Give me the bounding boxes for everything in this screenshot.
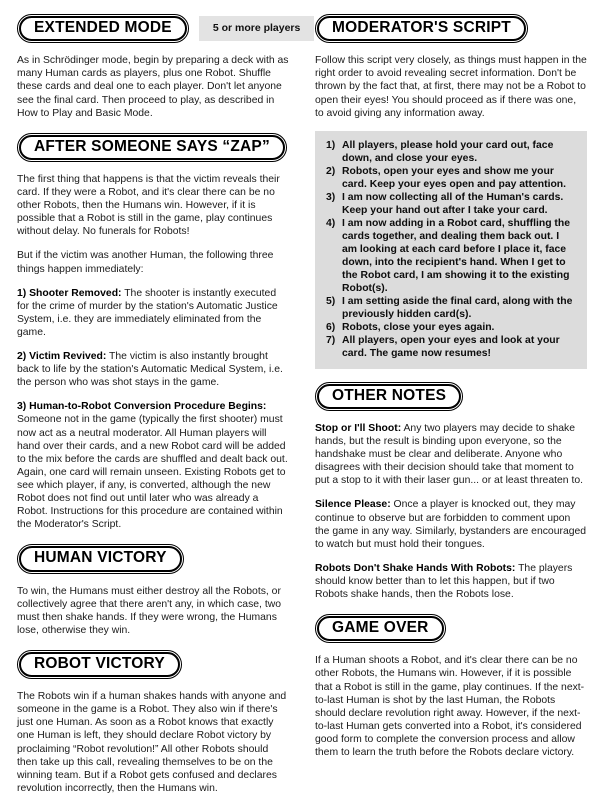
section-title-pill	[17, 133, 287, 162]
section-title-pill-inner	[317, 16, 526, 41]
script-step	[326, 217, 576, 295]
script-step-list	[326, 139, 576, 360]
left-column	[17, 14, 301, 794]
script-step-text: All players, please hold your card out, face down, and close your eyes.	[342, 139, 554, 164]
two-column-layout	[17, 14, 595, 794]
script-step	[326, 321, 576, 334]
body-paragraph: To win, the Humans must either destroy all the Robots, or collectively agree that there aren't any, in which case, two must then shake hands. If they were wrong, the Humans lose, otherwise they win.	[17, 585, 282, 636]
section-title-pill	[17, 544, 184, 573]
section-title-pill-inner	[19, 546, 182, 571]
body-paragraph: Robots Don't Shake Hands With Robots: The players should know better than to let this happen, but if two Robots shake hands, then the Robots lose.	[315, 562, 573, 601]
script-step-text: I am now adding in a Robot card, shuffling the cards together, and dealing them back out. I am looking at each card before I place it, face down, into the recipient's hand. When I get to the Robot card, I am showing it to the existing Robot(s).	[342, 217, 571, 294]
section-title-pill	[17, 650, 182, 679]
section-title-pill-inner	[19, 16, 187, 41]
paragraph-lead-in: Silence Please:	[315, 499, 391, 511]
section-header-extended-mode	[17, 14, 301, 43]
script-step-text: I am now collecting all of the Human's cards. Keep your hand out after I take your card.	[342, 191, 564, 216]
body-paragraph: If a Human shoots a Robot, and it's clear there can be no other Robots, the Humans win. However, if it is possible that a Robot is still in the game, play continues. If the next-to-last Human is shot by the last Human, the Robots should declare revolution right away. However, if the next-to-last Human gets converted into a Robot, it's considered good form to complete the conversion process and allow them to learn the truth before the Robots declare victory.	[315, 655, 585, 759]
section-header-moderators-script	[315, 14, 587, 43]
script-step	[326, 191, 576, 217]
section-title-text: GAME OVER	[332, 619, 429, 637]
paragraph-lead-in: 2) Victim Revived:	[17, 351, 107, 363]
section-moderators-script	[315, 14, 587, 369]
body-paragraph: The Robots win if a human shakes hands with anyone and someone in the game is a Robot. They also win if there's just one Human. As soon as a Robot knows that exactly one Human is left, they should declare Robot victory by proclaiming “Robot revolution!” All other Robots should then take up this call, revealing themselves to be on the winning team. But if a Robot gets confused and declares revolution incorrectly, then the Humans win.	[17, 691, 287, 794]
section-title-text: HUMAN VICTORY	[34, 549, 167, 567]
paragraph-lead-in: Stop or I'll Shoot:	[315, 423, 402, 434]
body-paragraph: Follow this script very closely, as things must happen in the right order to avoid revealing secret information. Don't be thrown by the fact that, at first, there may not be a Robot to open their eyes! You should proceed as if there was one, to avoid giving any information away.	[315, 55, 587, 119]
body-paragraph: 1) Shooter Removed: The shooter is instantly executed for the crime of murder by the station's Automatic Justice System, i.e. they are immediately eliminated from the game.	[17, 287, 278, 338]
section-human-victory	[17, 544, 289, 637]
paragraph-lead-in: 3) Human-to-Robot Conversion Procedure Begins:	[17, 401, 267, 413]
script-step-text: All players, open your eyes and look at your card. The game now resumes!	[342, 334, 560, 359]
section-title-pill-inner	[19, 652, 180, 677]
section-game-over	[315, 614, 587, 759]
body-paragraph: As in Schrödinger mode, begin by preparing a deck with as many Human cards as players, plus one Robot. Shuffle these cards and deal one to each player. Don't let anyone see the final card. Then proceed to play, as described in How to Play and Basic Mode.	[17, 55, 289, 119]
player-count-tag: 5 or more players	[199, 16, 315, 41]
moderator-script-box	[315, 131, 587, 369]
body-paragraph: The first thing that happens is that the victim reveals their card. If they were a Robot, and it's clear there can be no other Robots, then the Humans win. However, if it is possible that a Robot is still in the game, play continues without delay. No funerals for Robots!	[17, 174, 280, 238]
section-title-text: AFTER SOMEONE SAYS “ZAP”	[34, 137, 270, 155]
script-step	[326, 295, 576, 321]
section-title-text: OTHER NOTES	[332, 386, 447, 404]
script-step-number: 3)	[326, 191, 336, 203]
section-after-someone-says-zap	[17, 133, 289, 532]
section-header-human-victory	[17, 544, 289, 573]
script-step-text: Robots, close your eyes again.	[342, 321, 495, 333]
section-header-game-over	[315, 614, 587, 643]
section-header-other-notes	[315, 382, 587, 411]
section-title-pill-inner	[317, 616, 444, 641]
script-step-text: Robots, open your eyes and show me your card. Keep your eyes open and pay attention.	[342, 165, 567, 190]
body-paragraph: But if the victim was another Human, the following three things happen immediately:	[17, 250, 274, 275]
script-step-text: I am setting aside the final card, along with the previously hidden card(s).	[342, 295, 573, 320]
section-title-pill	[315, 382, 463, 411]
section-title-pill	[17, 14, 189, 43]
body-paragraph: 3) Human-to-Robot Conversion Procedure Begins: Someone not in the game (typically the first shooter) must now act as a neutral moderator. All Human players will hand over their cards, and a new Robot card will be added to the mix before the cards are shuffled and dealt back out. Again, one card will remain unseen. Existing Robots get to see which player, if any, is converted, although the new Robot does not find out until later who was already a Robot. Instructions for this procedure are contained within the Moderator's Script.	[17, 401, 288, 531]
section-title-pill-inner	[317, 384, 461, 409]
section-title-pill	[315, 614, 446, 643]
section-other-notes	[315, 382, 587, 601]
section-title-pill	[315, 14, 528, 43]
script-step-number: 2)	[326, 165, 336, 177]
section-title-pill-inner	[19, 135, 285, 160]
script-step-number: 6)	[326, 321, 336, 333]
section-title-text: MODERATOR'S SCRIPT	[332, 19, 511, 36]
script-step-number: 5)	[326, 295, 336, 307]
section-header-robot-victory	[17, 650, 289, 679]
section-extended-mode	[17, 14, 301, 120]
paragraph-lead-in: Robots Don't Shake Hands With Robots:	[315, 562, 516, 574]
section-robot-victory	[17, 650, 289, 795]
script-step	[326, 165, 576, 191]
script-step-number: 4)	[326, 217, 336, 229]
script-step-number: 1)	[326, 139, 336, 151]
right-column	[315, 14, 587, 757]
script-step	[326, 334, 576, 360]
script-step	[326, 139, 576, 165]
section-title-text: ROBOT VICTORY	[34, 654, 165, 672]
section-title-text: EXTENDED MODE	[34, 19, 172, 36]
paragraph-lead-in: 1) Shooter Removed:	[17, 287, 122, 299]
script-step-number: 7)	[326, 334, 336, 346]
body-paragraph: 2) Victim Revived: The victim is also instantly brought back to life by the station's Automatic Medical System, i.e. the person who was shot stays in the game.	[17, 351, 283, 389]
body-paragraph: Stop or I'll Shoot: Any two players may decide to shake hands, but the result is binding upon everyone, so the handshake must be clear and deliberate. Anyone who disagrees with their decision should take that moment to put a stop to it with their laser gun... or at least threaten to.	[315, 423, 583, 487]
section-header-after-someone-says-zap	[17, 133, 289, 162]
body-paragraph: Silence Please: Once a player is knocked out, they may continue to observe but are forbidden to comment upon the game in any way. Similarly, bystanders are encouraged to watch but must hold their tongues.	[315, 499, 587, 550]
